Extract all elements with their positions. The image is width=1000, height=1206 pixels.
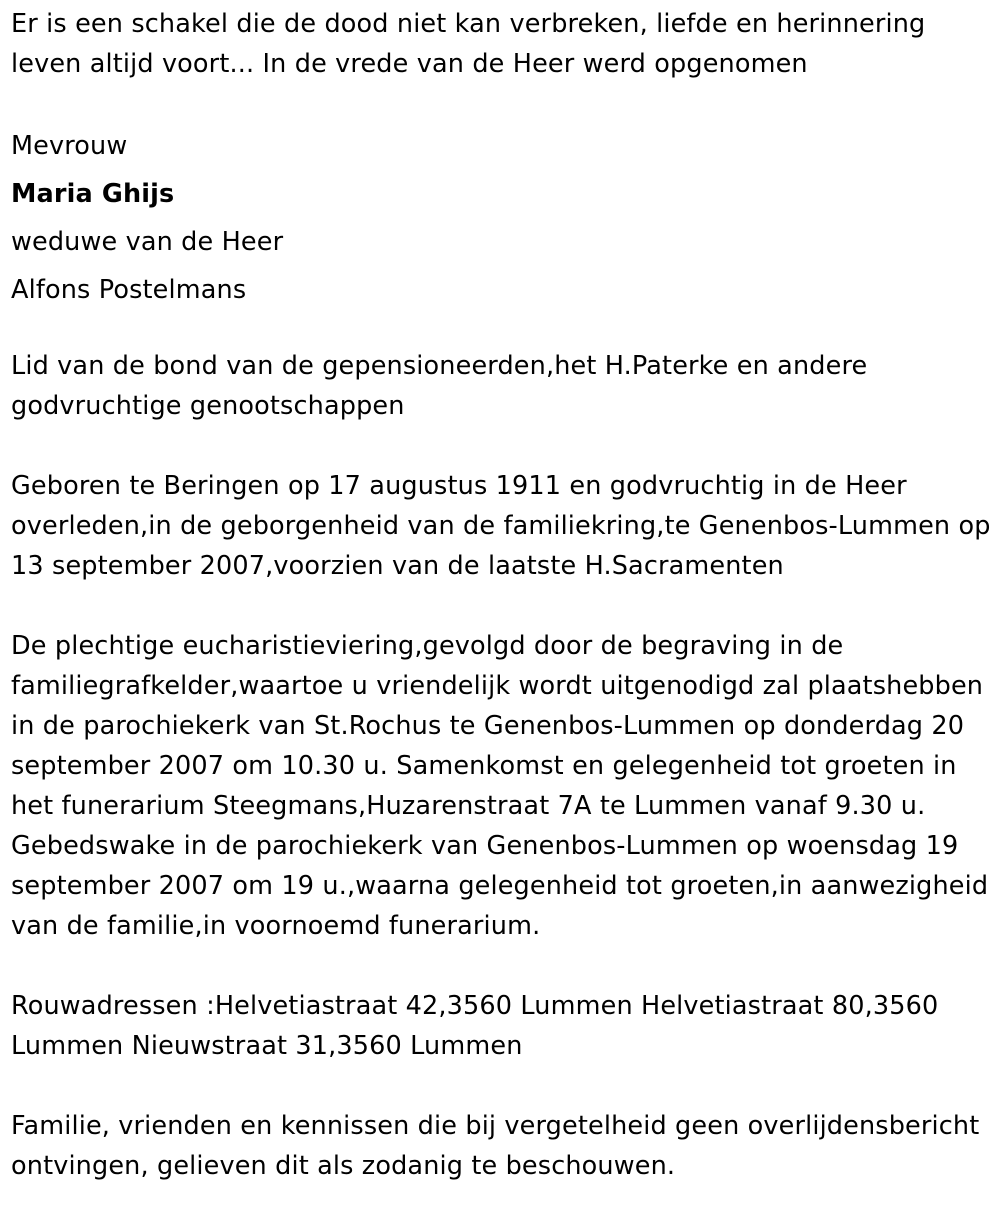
closing-text: Familie, vrienden en kennissen die bij vergetelheid geen overlijdensbericht ontvingen, gelieven dit als zodanig te beschouwen. <box>11 1111 980 1181</box>
addresses-text: Rouwadressen :Helvetiastraat 42,3560 Lummen Helvetiastraat 80,3560 Lummen Nieuwstraat 31,3560 Lummen <box>11 991 939 1061</box>
person-name: Maria Ghijs <box>11 179 175 209</box>
person-spouse: Alfons Postelmans <box>11 275 247 305</box>
deceased-info <box>11 122 991 314</box>
intro-text: Er is een schakel die de dood niet kan verbreken, liefde en herinnering leven altijd voort... In de vrede van de Heer werd opgenomen <box>11 9 926 79</box>
person-title: Mevrouw <box>11 131 128 161</box>
person-relation: weduwe van de Heer <box>11 227 284 257</box>
ceremony-text: De plechtige eucharistieviering,gevolgd door de begraving in de familiegrafkelder,waartoe u vriendelijk wordt uitgenodigd zal plaatshebben in de parochiekerk van St.Rochus te Genenbos-Lummen op donderdag 20 september 2007 om 10.30 u. Samenkomst en gelegenheid tot groeten in het funerarium Steegmans,Huzarenstraat 7A te Lummen vanaf 9.30 u. Gebedswake in de parochiekerk van Genenbos-Lummen op woensdag 19 september 2007 om 19 u.,waarna gelegenheid tot groeten,in aanwezigheid van de familie,in voornoemd funerarium. <box>11 631 989 941</box>
obituary-notice <box>11 4 991 1186</box>
membership-text: Lid van de bond van de gepensioneerden,het H.Paterke en andere godvruchtige genootschappen <box>11 351 868 421</box>
birth-death-text: Geboren te Beringen op 17 augustus 1911 en godvruchtig in de Heer overleden,in de geborgenheid van de familiekring,te Genenbos-Lummen op 13 september 2007,voorzien van de laatste H.Sacramenten <box>11 471 991 581</box>
